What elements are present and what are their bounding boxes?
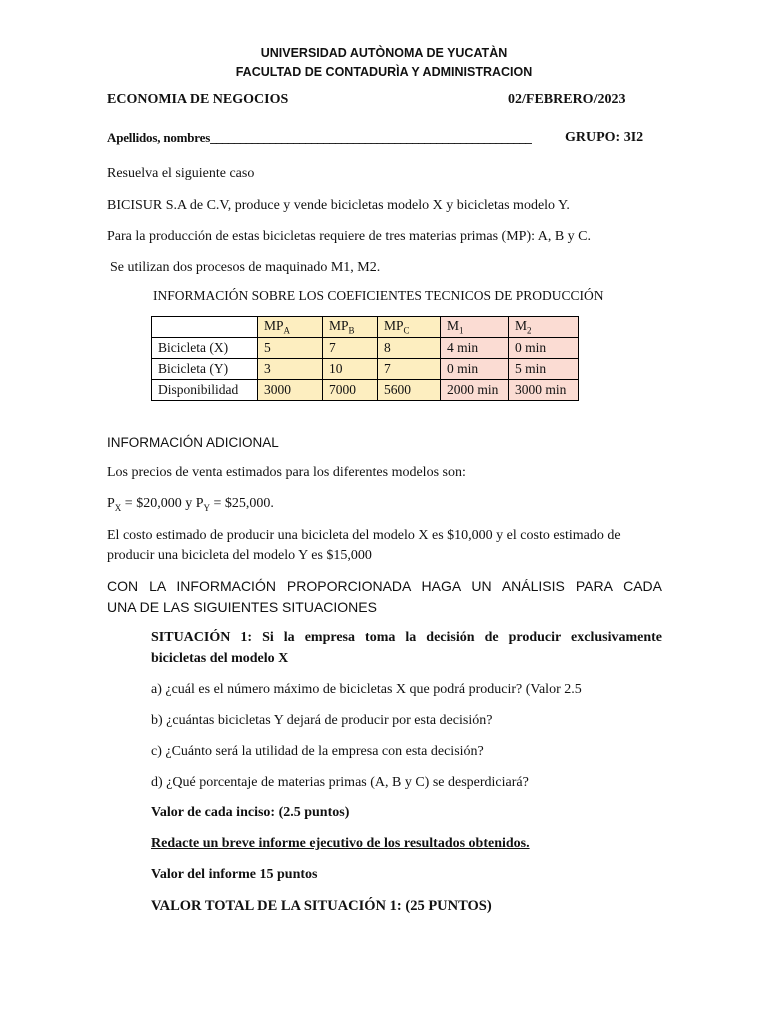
cost-line-2: producir una bicicleta del modelo Y es $15,000 (107, 548, 372, 563)
table-cell: 0 min (441, 359, 509, 380)
header-m1: $M_1$ (441, 317, 509, 338)
table-cell: 4 min (441, 338, 509, 359)
intro-processes: Se utilizan dos procesos de maquinado M1, M2. (110, 260, 381, 275)
table-cell: 5 (258, 338, 323, 359)
analysis-line-1: CON LA INFORMACIÓN PROPORCIONADA HAGA UN ANÁLISIS PARA CADA (107, 578, 662, 594)
report-instruction: Redacte un breve informe ejecutivo de los resultados obtenidos. (151, 836, 530, 851)
table-cell: 0 min (509, 338, 579, 359)
analysis-line-2: UNA DE LAS SIGUIENTES SITUACIONES (107, 599, 377, 615)
table-cell: 7000 (323, 380, 378, 401)
header-mp-b: $MP_B$ (323, 317, 378, 338)
row-label: Bicicleta (X) (152, 338, 258, 359)
situation-title-line-1: SITUACIÓN 1: Si la empresa toma la decisión de producir exclusivamente (151, 630, 662, 645)
question-a: a) ¿cuál es el número máximo de bicicletas X que podrá producir? (Valor 2.5 (151, 682, 582, 697)
cost-line-1: El costo estimado de producir una bicicleta del modelo X es $10,000 y el costo estimado de (107, 528, 621, 543)
table-cell: 5600 (378, 380, 441, 401)
prices-line: $P_X$ = $20,000 y $P_Y$ = $25,000. (107, 496, 274, 513)
table-row (152, 359, 579, 380)
name-label: Apellidos, nombres (107, 130, 211, 145)
table-cell: 3 (258, 359, 323, 380)
table-corner-cell (152, 317, 258, 338)
report-value: Valor del informe 15 puntos (151, 867, 318, 882)
table-cell: 5 min (509, 359, 579, 380)
header-mp-c: $MP_C$ (378, 317, 441, 338)
table-cell: 7 (323, 338, 378, 359)
table-cell: 3000 (258, 380, 323, 401)
question-c: c) ¿Cuánto será la utilidad de la empresa con esta decisión? (151, 744, 484, 759)
prices-intro: Los precios de venta estimados para los diferentes modelos son: (107, 465, 466, 480)
value-each: Valor de cada inciso: (2.5 puntos) (151, 805, 350, 820)
exam-date: 02/FEBRERO/2023 (508, 92, 626, 107)
table-cell: 8 (378, 338, 441, 359)
table-cell: 10 (323, 359, 378, 380)
intro-company: BICISUR S.A de C.V, produce y vende bicicletas modelo X y bicicletas modelo Y. (107, 198, 570, 213)
course-name: ECONOMIA DE NEGOCIOS (107, 92, 289, 107)
question-b: b) ¿cuántas bicicletas Y dejará de producir por esta decisión? (151, 713, 493, 728)
header-m2: $M_2$ (509, 317, 579, 338)
header-mp-a: $MP_A$ (258, 317, 323, 338)
situation-total: VALOR TOTAL DE LA SITUACIÓN 1: (25 PUNTOS) (151, 898, 492, 914)
table-header-row (152, 317, 579, 338)
intro-materials: Para la producción de estas bicicletas requiere de tres materias primas (MP): A, B y C. (107, 229, 592, 244)
group-label: GRUPO: 3I2 (565, 130, 644, 145)
question-d: d) ¿Qué porcentaje de materias primas (A, B y C) se desperdiciará? (151, 775, 529, 790)
university-title: UNIVERSIDAD AUTÒNOMA DE YUCATÀN (260, 46, 508, 60)
row-label: Bicicleta (Y) (152, 359, 258, 380)
student-name-line (107, 130, 531, 146)
table-title: INFORMACIÓN SOBRE LOS COEFICIENTES TECNICOS DE PRODUCCIÓN (153, 288, 604, 303)
intro-instruction: Resuelva el siguiente caso (107, 166, 255, 181)
situation-title-line-2: bicicletas del modelo X (151, 651, 289, 666)
table-row (152, 338, 579, 359)
additional-info-title: INFORMACIÓN ADICIONAL (107, 435, 279, 450)
faculty-title: FACULTAD DE CONTADURÌA Y ADMINISTRACION (235, 65, 533, 79)
table-row (152, 380, 579, 401)
name-blank: ______________________________________________________ (210, 130, 532, 145)
coefficients-table (151, 316, 579, 401)
row-label: Disponibilidad (152, 380, 258, 401)
table-cell: 7 (378, 359, 441, 380)
table-cell: 2000 min (441, 380, 509, 401)
table-cell: 3000 min (509, 380, 579, 401)
